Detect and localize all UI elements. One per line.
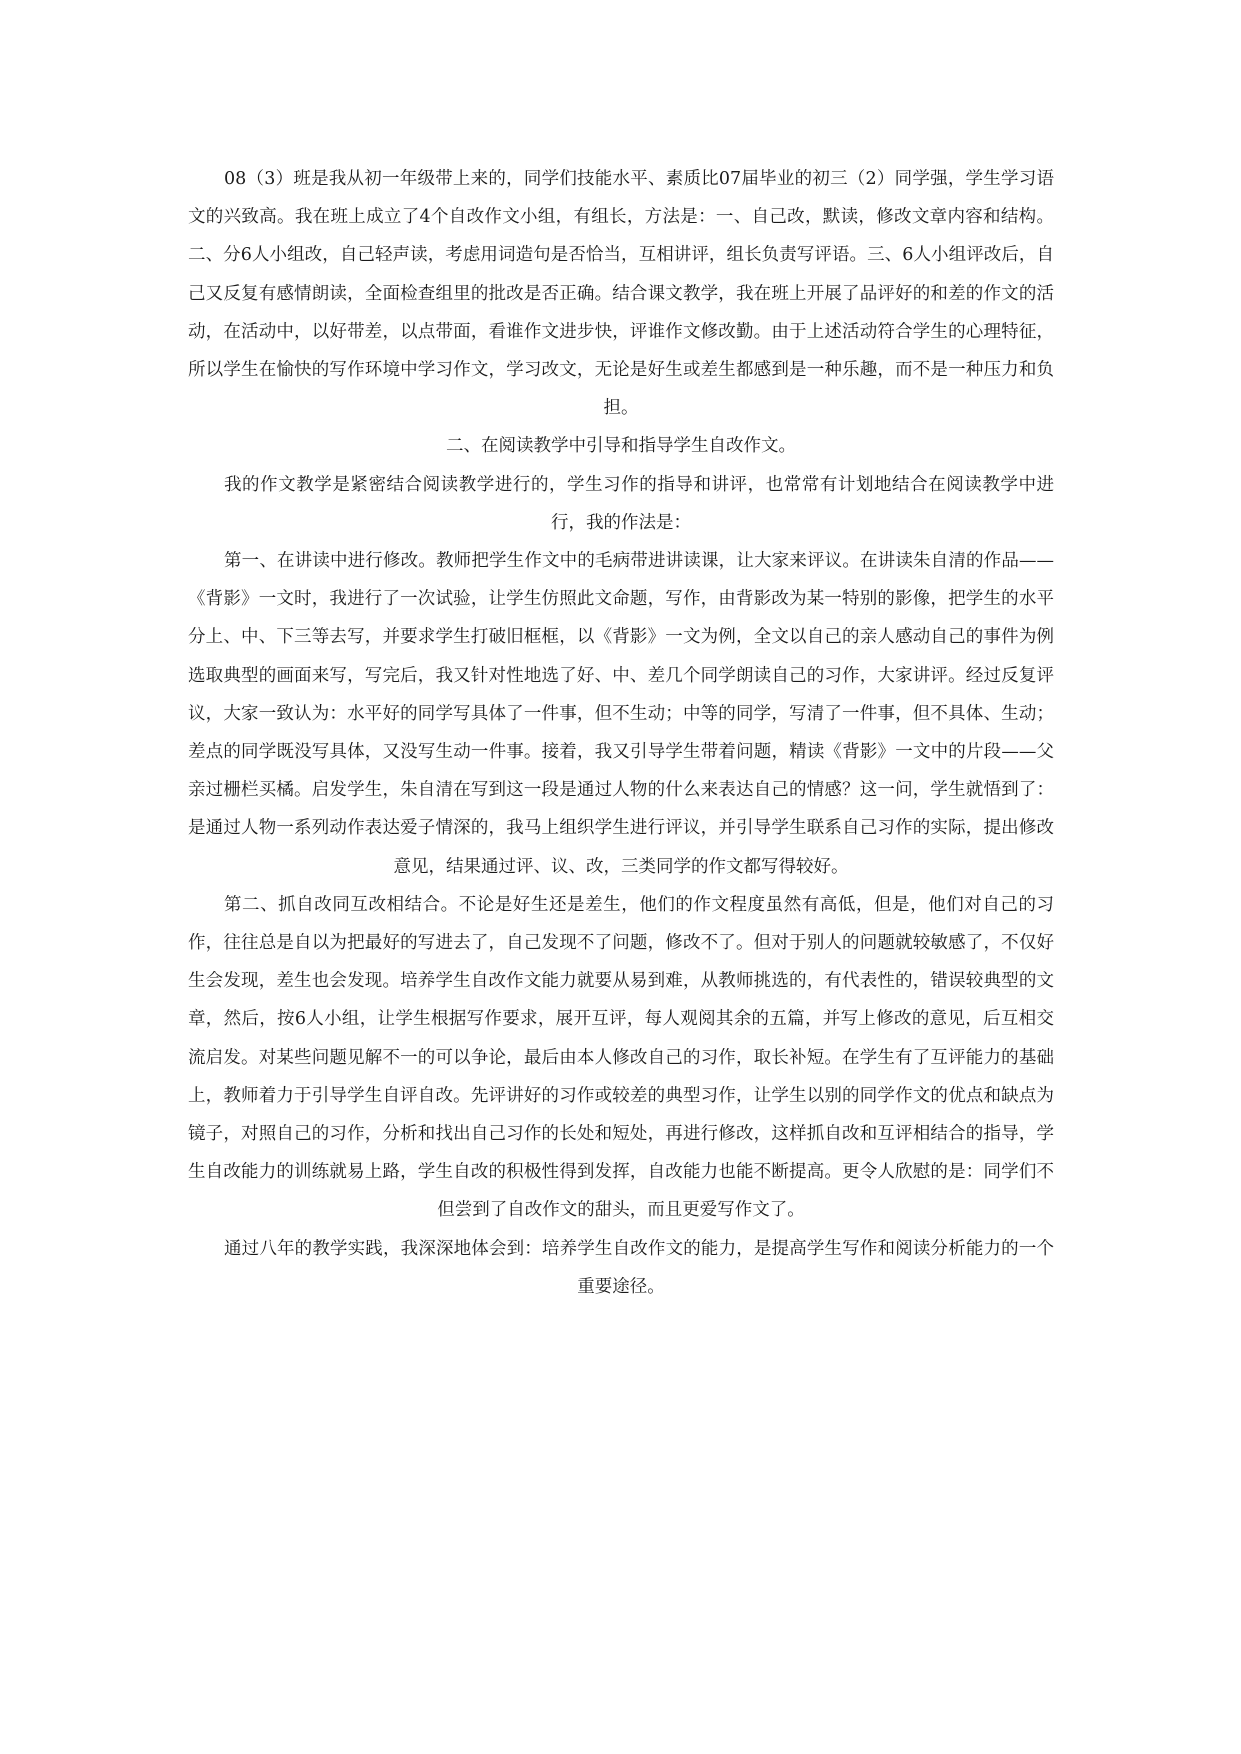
paragraph-conclusion: 通过八年的教学实践，我深深地体会到：培养学生自改作文的能力，是提高学生写作和阅读分析能力的一个重要途径。: [224, 1238, 1054, 1297]
paragraph-first-method: 第一、在讲读中进行修改。教师把学生作文中的毛病带进讲读课，让大家来评议。在讲读朱自清的作品——《背影》一文时，我进行了一次试验，让学生仿照此文命题，写作，由背影改为某一特别的影像，把学生的水平分上、中、下三等去写，并要求学生打破旧框框，以《背影》一文为例，全文以自己的亲人感动自己的事件为例选取典型的画面来写，写完后，我又针对性地选了好、中、差几个同学朗读自己的习作，大家讲评。经过反复评议，大家一致认为：水平好的同学写具体了一件事，但不生动；中等的同学，写清了一件事，但不具体、生动；差点的同学既没写具体，又没写生动一件事。接着，我又引导学生带着问题，精读《背影》一文中的片段——父亲过栅栏买橘。启发学生，朱自清在写到这一段是通过人物的什么来表达自己的情感？这一问，学生就悟到了：是通过人物一系列动作表达爱子情深的，我马上组织学生进行评议，并引导学生联系自己习作的实际，提出修改意见，结果通过评、议、改，三类同学的作文都写得较好。: [188, 551, 1054, 877]
section-heading: 二、在阅读教学中引导和指导学生自改作文。: [446, 436, 796, 457]
paragraph-class-intro: 08（3）班是我从初一年级带上来的，同学们技能水平、素质比07届毕业的初三（2）同学强，学生学习语文的兴致高。我在班上成立了4个自改作文小组，有组长，方法是：一、自己改，默读，修改文章内容和结构。二、分6人小组改，自己轻声读，考虑用词造句是否恰当，互相讲评，组长负责写评语。三、6人小组评改后，自己又反复有感情朗读，全面检查组里的批改是否正确。结合课文教学，我在班上开展了品评好的和差的作文的活动，在活动中，以好带差，以点带面，看谁作文进步快，评谁作文修改勤。由于上述活动符合学生的心理特征，所以学生在愉快的写作环境中学习作文，学习改文，无论是好生或差生都感到是一种乐趣，而不是一种压力和负担。: [188, 169, 1054, 419]
document-body: [188, 160, 1054, 1306]
paragraph-reading-teaching: 我的作文教学是紧密结合阅读教学进行的，学生习作的指导和讲评，也常常有计划地结合在阅读教学中进行，我的作法是：: [224, 474, 1054, 533]
paragraph-second-method: 第二、抓自改同互改相结合。不论是好生还是差生，他们的作文程度虽然有高低，但是，他们对自己的习作，往往总是自以为把最好的写进去了，自己发现不了问题，修改不了。但对于别人的问题就较敏感了，不仅好生会发现，差生也会发现。培养学生自改作文能力就要从易到难，从教师挑选的，有代表性的，错误较典型的文章，然后，按6人小组，让学生根据写作要求，展开互评，每人观阅其余的五篇，并写上修改的意见，后互相交流启发。对某些问题见解不一的可以争论，最后由本人修改自己的习作，取长补短。在学生有了互评能力的基础上，教师着力于引导学生自评自改。先评讲好的习作或较差的典型习作，让学生以别的同学作文的优点和缺点为镜子，对照自己的习作，分析和找出自己习作的长处和短处，再进行修改，这样抓自改和互评相结合的指导，学生自改能力的训练就易上路，学生自改的积极性得到发挥，自改能力也能不断提高。更令人欣慰的是：同学们不但尝到了自改作文的甜头，而且更爱写作文了。: [188, 894, 1054, 1221]
